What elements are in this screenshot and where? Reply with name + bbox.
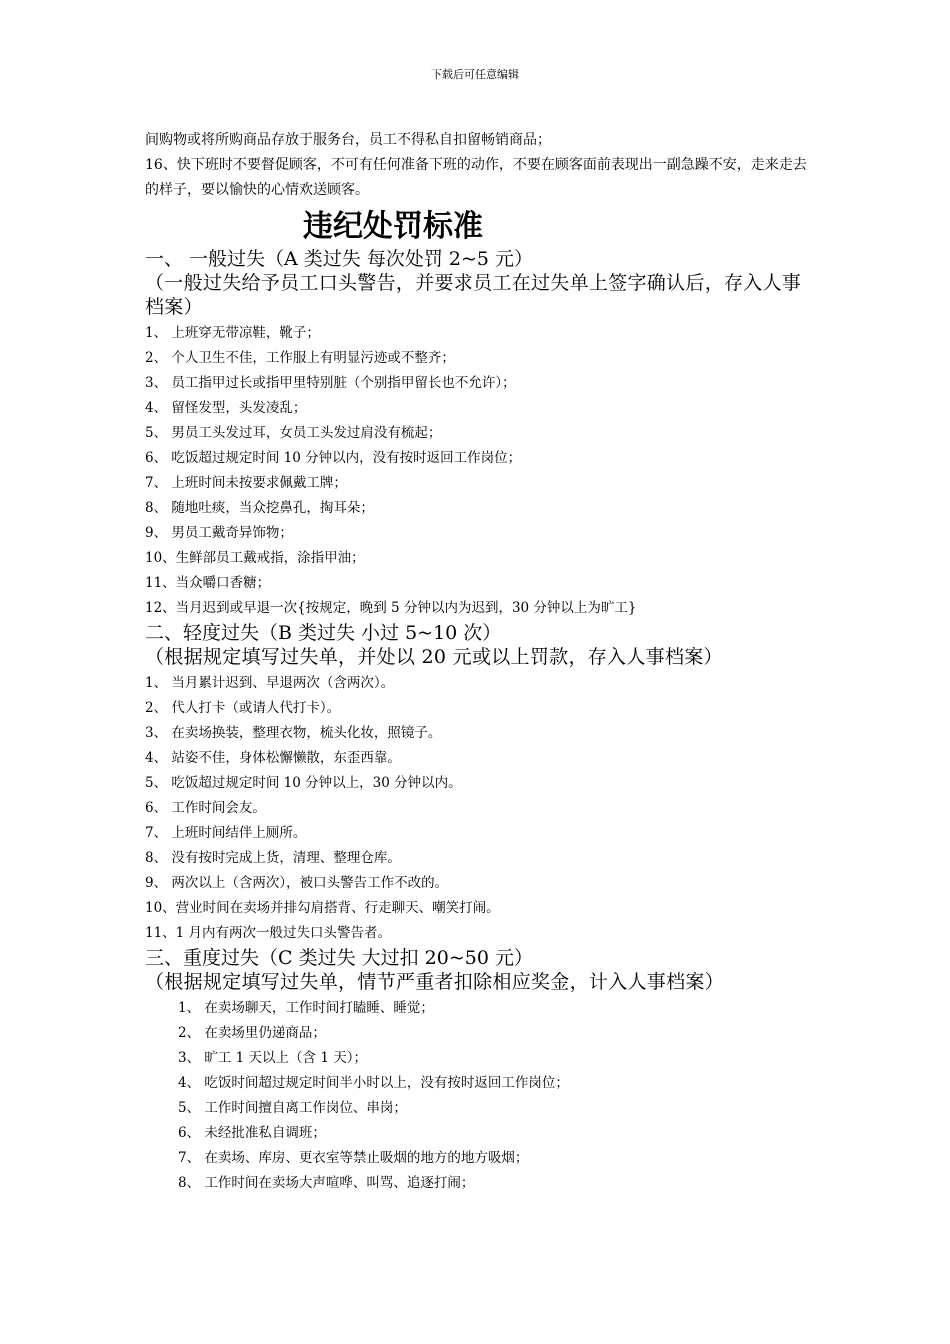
list-item: 7、 上班时间未按要求佩戴工牌； <box>145 475 347 491</box>
document-title: 违纪处罚标准 <box>303 209 483 244</box>
rule-list <box>145 321 815 621</box>
list-item: 6、 工作时间会友。 <box>145 800 266 816</box>
list-item: 9、 两次以上（含两次），被口头警告工作不改的。 <box>145 875 449 891</box>
list-item: 5、 工作时间擅自离工作岗位、串岗； <box>178 1100 407 1116</box>
list-item: 2、 个人卫生不佳，工作服上有明显污迹或不整齐； <box>145 350 455 366</box>
list-item: 11、1 月内有两次一般过失口头警告者。 <box>145 925 392 941</box>
list-item: 3、 员工指甲过长或指甲里特别脏（个别指甲留长也不允许）； <box>145 375 516 391</box>
section-heading: 二、轻度过失（B 类过失 小过 5~10 次） <box>145 622 502 644</box>
list-item: 2、 代人打卡（或请人代打卡）。 <box>145 700 341 716</box>
section-note: （一般过失给予员工口头警告，并要求员工在过失单上签字确认后，存入人事档案） <box>145 272 802 318</box>
list-item: 1、 当月累计迟到、早退两次（含两次）。 <box>145 675 395 691</box>
intro-text <box>145 128 815 203</box>
list-item: 4、 留怪发型，头发凌乱； <box>145 400 307 416</box>
list-item: 4、 吃饭时间超过规定时间半小时以上，没有按时返回工作岗位； <box>178 1075 569 1091</box>
list-item: 3、 旷工 1 天以上（含 1 天）； <box>178 1050 367 1066</box>
list-item: 6、 未经批准私自调班； <box>178 1125 326 1141</box>
list-item: 7、 上班时间结伴上厕所。 <box>145 825 307 841</box>
list-item: 3、 在卖场换装，整理衣物，梳头化妆，照镜子。 <box>145 725 442 741</box>
list-item: 7、 在卖场、库房、更衣室等禁止吸烟的地方的地方吸烟； <box>178 1150 529 1166</box>
section-minor-fault <box>145 621 815 946</box>
list-item: 5、 吃饭超过规定时间 10 分钟以上，30 分钟以内。 <box>145 775 462 791</box>
rule-list <box>145 671 815 946</box>
list-item: 4、 站姿不佳，身体松懈懒散，东歪西靠。 <box>145 750 401 766</box>
intro-line: 间购物或将所购商品存放于服务台，员工不得私自扣留畅销商品； <box>145 132 551 148</box>
section-heading: 一、 一般过失（A 类过失 每次处罚 2~5 元） <box>145 248 534 270</box>
document-body <box>145 128 815 1196</box>
section-note: （根据规定填写过失单，情节严重者扣除相应奖金，计入人事档案） <box>145 971 725 993</box>
list-item: 1、 在卖场聊天，工作时间打瞌睡、睡觉； <box>178 1000 434 1016</box>
list-item: 9、 男员工戴奇异饰物； <box>145 525 293 541</box>
section-note: （根据规定填写过失单，并处以 20 元或以上罚款，存入人事档案） <box>145 646 723 668</box>
rule-list <box>145 996 815 1196</box>
list-item: 8、 没有按时完成上货，清理、整理仓库。 <box>145 850 401 866</box>
list-item: 1、 上班穿无带凉鞋，靴子； <box>145 325 320 341</box>
list-item: 8、 工作时间在卖场大声喧哗、叫骂、追逐打闹； <box>178 1175 475 1191</box>
list-item: 6、 吃饭超过规定时间 10 分钟以内，没有按时返回工作岗位； <box>145 450 522 466</box>
list-item: 10、营业时间在卖场并排勾肩搭背、行走聊天、嘲笑打闹。 <box>145 900 500 916</box>
section-general-fault <box>145 247 815 621</box>
section-heading: 三、重度过失（C 类过失 大过扣 20~50 元） <box>145 947 533 969</box>
list-item: 5、 男员工头发过耳，女员工头发过肩没有梳起； <box>145 425 442 441</box>
page-header: 下载后可任意编辑 <box>431 68 519 81</box>
list-item: 11、当众嚼口香糖； <box>145 575 271 591</box>
list-item: 12、当月迟到或早退一次{按规定，晚到 5 分钟以内为迟到，30 分钟以上为旷工} <box>145 600 637 616</box>
list-item: 10、生鲜部员工戴戒指，涂指甲油； <box>145 550 365 566</box>
section-serious-fault <box>145 946 815 1196</box>
list-item: 2、 在卖场里仍递商品； <box>178 1025 326 1041</box>
list-item: 8、 随地吐痰，当众挖鼻孔，掏耳朵； <box>145 500 374 516</box>
intro-line: 16、快下班时不要督促顾客，不可有任何准备下班的动作，不要在顾客面前表现出一副急躁不安，走来走去的样子，要以愉快的心情欢送顾客。 <box>145 157 807 198</box>
